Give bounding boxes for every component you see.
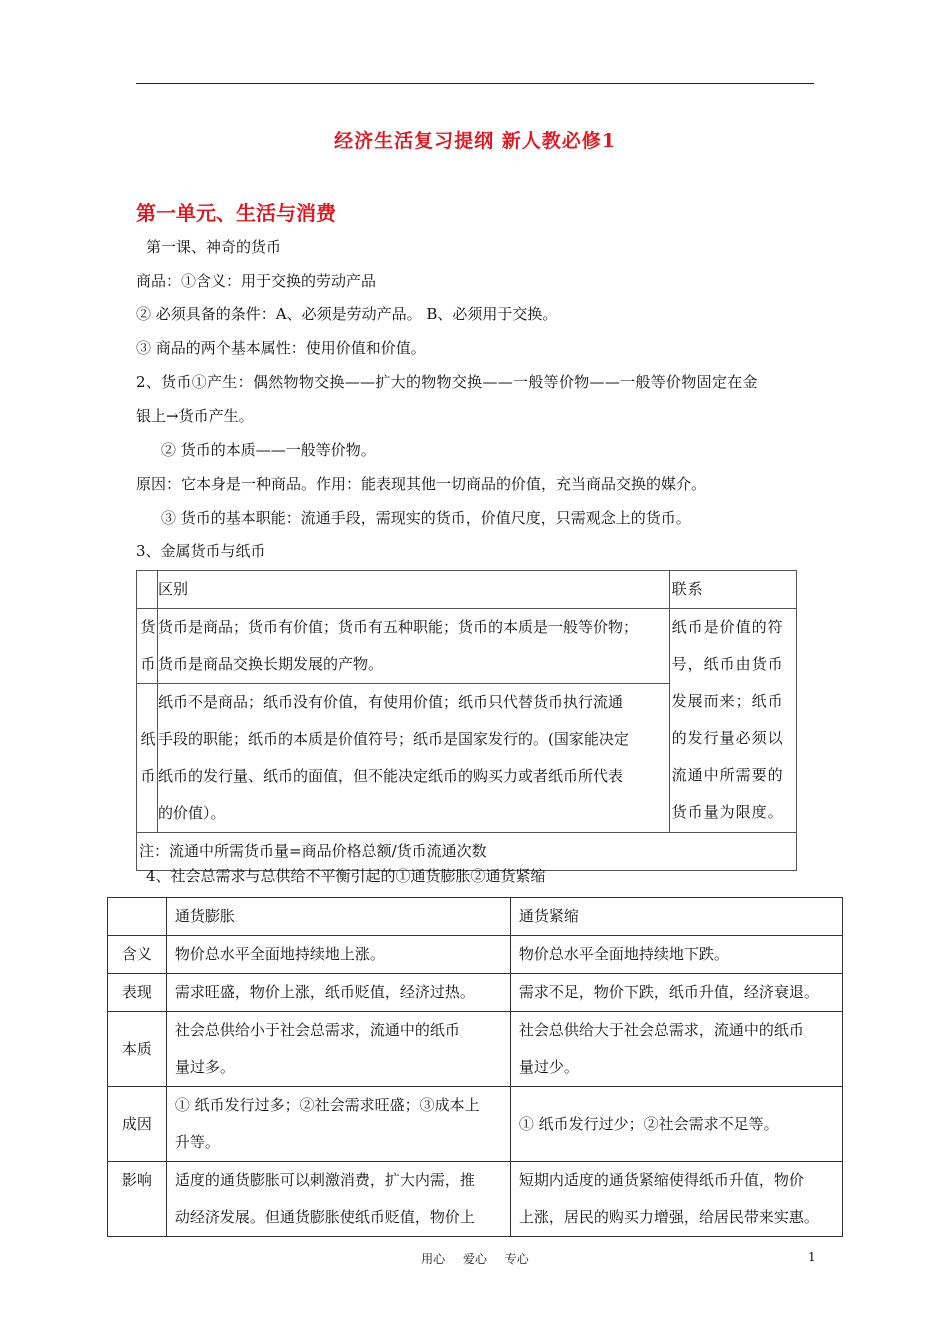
table-cell: 需求旺盛，物价上涨，纸币贬值，经济过热。 (166, 974, 510, 1012)
table-row (108, 1087, 843, 1162)
row-label: 含义 (108, 936, 167, 974)
table-row (108, 1012, 843, 1087)
table-header-cell: 区别 (157, 571, 669, 609)
table-row (108, 974, 843, 1012)
table-note: 注：流通中所需货币量=商品价格总额/货币流通次数 (137, 833, 797, 871)
page-footer: 用心 爱心 专心 (421, 1252, 529, 1266)
text-line: 3、金属货币与纸币 (136, 542, 266, 560)
document-title: 经济生活复习提纲 新人教必修1 (334, 130, 616, 152)
table-cell: ① 纸币发行过少；②社会需求不足等。 (510, 1087, 842, 1162)
text-line: 原因：它本身是一种商品。作用：能表现其他一切商品的价值，充当商品交换的媒介。 (136, 475, 707, 493)
table-row (108, 936, 843, 974)
table-cell: 需求不足，物价下跌，纸币升值，经济衰退。 (510, 974, 842, 1012)
text-line: ③ 商品的两个基本属性：使用价值和价值。 (136, 339, 426, 357)
row-label: 本质 (108, 1012, 167, 1087)
unit-heading: 第一单元、生活与消费 (136, 201, 336, 225)
page-number: 1 (808, 1250, 816, 1264)
row-label: 成因 (108, 1087, 167, 1162)
table-cell: ① 纸币发行过多；②社会需求旺盛；③成本上 升等。 (166, 1087, 510, 1162)
currency-comparison-table (136, 570, 797, 871)
table-cell: 适度的通货膨胀可以刺激消费，扩大内需，推 动经济发展。但通货膨胀使纸币贬值，物价上 (166, 1162, 510, 1237)
table-row (108, 1162, 843, 1237)
text-line: 4、社会总需求与总供给不平衡引起的①通货膨胀②通货紧缩 (146, 867, 546, 885)
table-cell: 短期内适度的通货紧缩使得纸币升值，物价 上涨，居民的购买力增强，给居民带来实惠。 (510, 1162, 842, 1237)
row-label-currency: 货 币 (137, 609, 158, 684)
text-line: 商品：①含义：用于交换的劳动产品 (136, 272, 377, 290)
table-cell: 货币是商品；货币有价值；货币有五种职能；货币的本质是一般等价物； 货币是商品交换长期发展的产物。 (157, 609, 669, 684)
table-cell: 社会总供给大于社会总需求，流通中的纸币 量过少。 (510, 1012, 842, 1087)
row-label: 影响 (108, 1162, 167, 1237)
table-header-cell: 联系 (669, 571, 796, 609)
text-line: 银上→货币产生。 (136, 407, 254, 425)
table-row (137, 571, 797, 609)
row-label-paper-money: 纸 币 (137, 684, 158, 833)
table-cell-link: 纸币是价值的符 号，纸币由货币 发展而来；纸币 的发行量必须以 流通中所需要的 货币量为限度。 (669, 609, 796, 833)
header-rule (136, 83, 814, 84)
table-header-cell: 通货膨胀 (166, 898, 510, 936)
table-cell: 物价总水平全面地持续地上涨。 (166, 936, 510, 974)
row-label: 表现 (108, 974, 167, 1012)
table-row (108, 898, 843, 936)
table-cell: 物价总水平全面地持续地下跌。 (510, 936, 842, 974)
text-line: ② 货币的本质——一般等价物。 (161, 441, 376, 459)
table-cell: 纸币不是商品；纸币没有价值，有使用价值；纸币只代替货币执行流通 手段的职能；纸币的本质是价值符号；纸币是国家发行的。(国家能决定 纸币的发行量、纸币的面值，但不能决定纸币的购买力或者纸币所代表 的价值）。 (157, 684, 669, 833)
text-line: ③ 货币的基本职能：流通手段，需现实的货币，价值尺度，只需观念上的货币。 (161, 509, 691, 527)
table-header-cell: 通货紧缩 (510, 898, 842, 936)
table-row (137, 833, 797, 871)
table-row (137, 609, 797, 684)
inflation-deflation-table (107, 897, 843, 1237)
table-cell: 社会总供给小于社会总需求，流通中的纸币 量过多。 (166, 1012, 510, 1087)
text-line: ② 必须具备的条件：A、必须是劳动产品。 B、必须用于交换。 (136, 305, 558, 323)
lesson-heading: 第一课、神奇的货币 (146, 238, 282, 256)
text-line: 2、货币①产生：偶然物物交换——扩大的物物交换——一般等价物——一般等价物固定在金 (136, 373, 758, 391)
